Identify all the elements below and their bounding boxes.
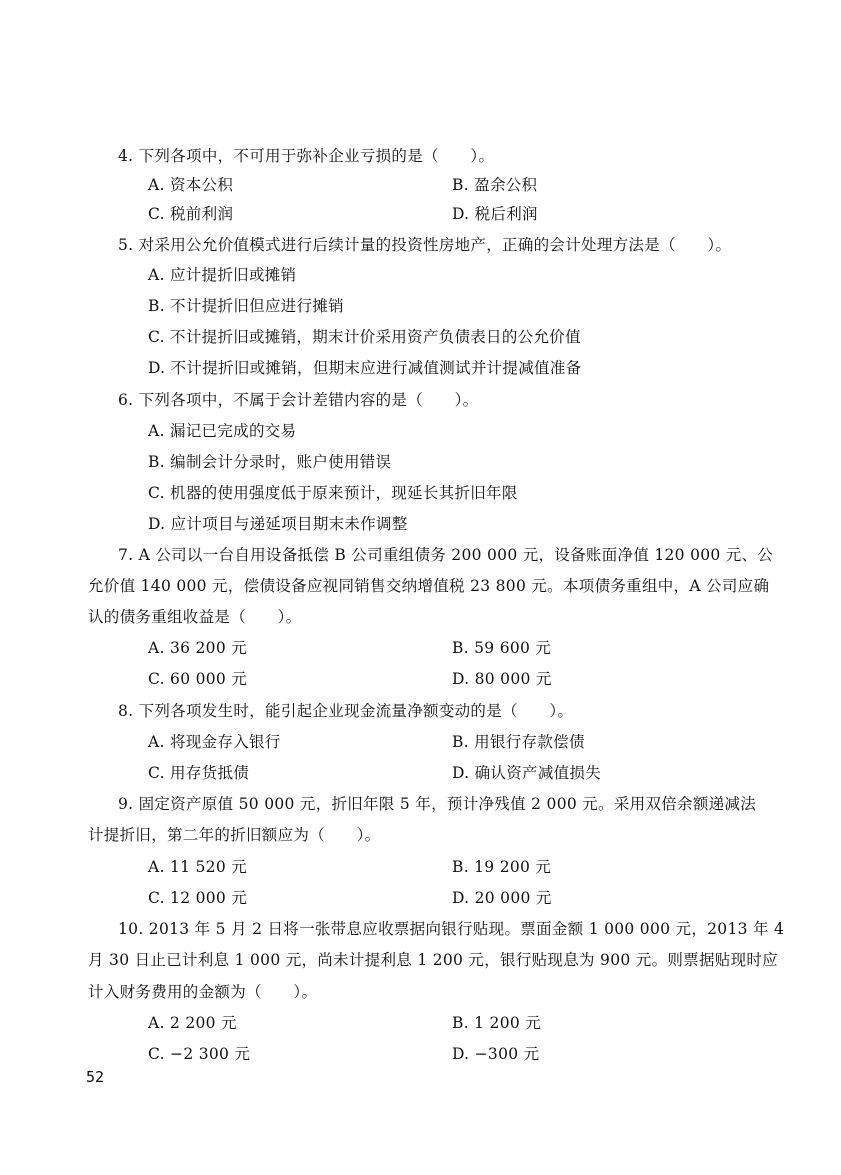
question-10-stem-line-2: 月 30 日止已计利息 1 000 元，尚未计提利息 1 200 元，银行贴现息为 900 元。则票据贴现时应 xyxy=(88,951,778,969)
question-8-option-a: A. 将现金存入银行 xyxy=(148,733,281,751)
question-10-option-a: A. 2 200 元 xyxy=(148,1014,237,1032)
question-8-stem: 8. 下列各项发生时，能引起企业现金流量净额变动的是（ ）。 xyxy=(118,702,574,720)
question-9-option-c: C. 12 000 元 xyxy=(148,889,248,907)
question-10-option-b: B. 1 200 元 xyxy=(452,1014,542,1032)
question-8-option-d: D. 确认资产减值损失 xyxy=(452,764,602,782)
question-6-option-b: B. 编制会计分录时，账户使用错误 xyxy=(148,453,392,471)
question-4-option-d: D. 税后利润 xyxy=(452,205,538,223)
page-number: 52 xyxy=(86,1068,105,1086)
question-10-option-d: D. −300 元 xyxy=(452,1045,540,1063)
question-4-option-b: B. 盈余公积 xyxy=(452,176,538,194)
question-9-option-a: A. 11 520 元 xyxy=(148,858,248,876)
question-6-option-d: D. 应计项目与递延项目期末未作调整 xyxy=(148,515,408,533)
question-6-option-a: A. 漏记已完成的交易 xyxy=(148,422,297,440)
question-6-option-c: C. 机器的使用强度低于原来预计，现延长其折旧年限 xyxy=(148,484,518,502)
question-7-option-c: C. 60 000 元 xyxy=(148,670,248,688)
question-6-stem: 6. 下列各项中，不属于会计差错内容的是（ ）。 xyxy=(118,391,479,409)
question-5-option-b: B. 不计提折旧但应进行摊销 xyxy=(148,297,344,315)
question-4-stem: 4. 下列各项中，不可用于弥补企业亏损的是（ ）。 xyxy=(118,147,495,165)
question-5-option-a: A. 应计提折旧或摊销 xyxy=(148,266,297,284)
question-10-stem-line-3: 计入财务费用的金额为（ ）。 xyxy=(88,983,318,1001)
question-7-option-a: A. 36 200 元 xyxy=(148,639,248,657)
question-7-stem-line-2: 允价值 140 000 元，偿债设备应视同销售交纳增值税 23 800 元。本项债务重组中，A 公司应确 xyxy=(88,577,770,595)
question-4-option-a: A. 资本公积 xyxy=(148,176,234,194)
question-5-stem: 5. 对采用公允价值模式进行后续计量的投资性房地产，正确的会计处理方法是（ ）。 xyxy=(118,236,732,254)
question-9-stem-line-2: 计提折旧，第二年的折旧额应为（ ）。 xyxy=(88,826,381,844)
question-8-option-b: B. 用银行存款偿债 xyxy=(452,733,585,751)
question-7-stem-line-1: 7. A 公司以一台自用设备抵偿 B 公司重组债务 200 000 元，设备账面净值 120 000 元、公 xyxy=(118,546,774,564)
question-5-option-d: D. 不计提折旧或摊销，但期末应进行减值测试并计提减值准备 xyxy=(148,359,582,377)
question-7-stem-line-3: 认的债务重组收益是（ ）。 xyxy=(88,608,302,626)
question-10-stem-line-1: 10. 2013 年 5 月 2 日将一张带息应收票据向银行贴现。票面金额 1 000 000 元，2013 年 4 xyxy=(118,920,785,938)
question-8-option-c: C. 用存货抵债 xyxy=(148,764,250,782)
question-9-stem-line-1: 9. 固定资产原值 50 000 元，折旧年限 5 年，预计净残值 2 000 元。采用双倍余额递减法 xyxy=(118,795,757,813)
question-7-option-b: B. 59 600 元 xyxy=(452,639,552,657)
question-10-option-c: C. −2 300 元 xyxy=(148,1045,251,1063)
question-9-option-b: B. 19 200 元 xyxy=(452,858,552,876)
question-4-option-c: C. 税前利润 xyxy=(148,205,234,223)
question-9-option-d: D. 20 000 元 xyxy=(452,889,552,907)
question-5-option-c: C. 不计提折旧或摊销，期末计价采用资产负债表日的公允价值 xyxy=(148,328,581,346)
question-7-option-d: D. 80 000 元 xyxy=(452,670,552,688)
